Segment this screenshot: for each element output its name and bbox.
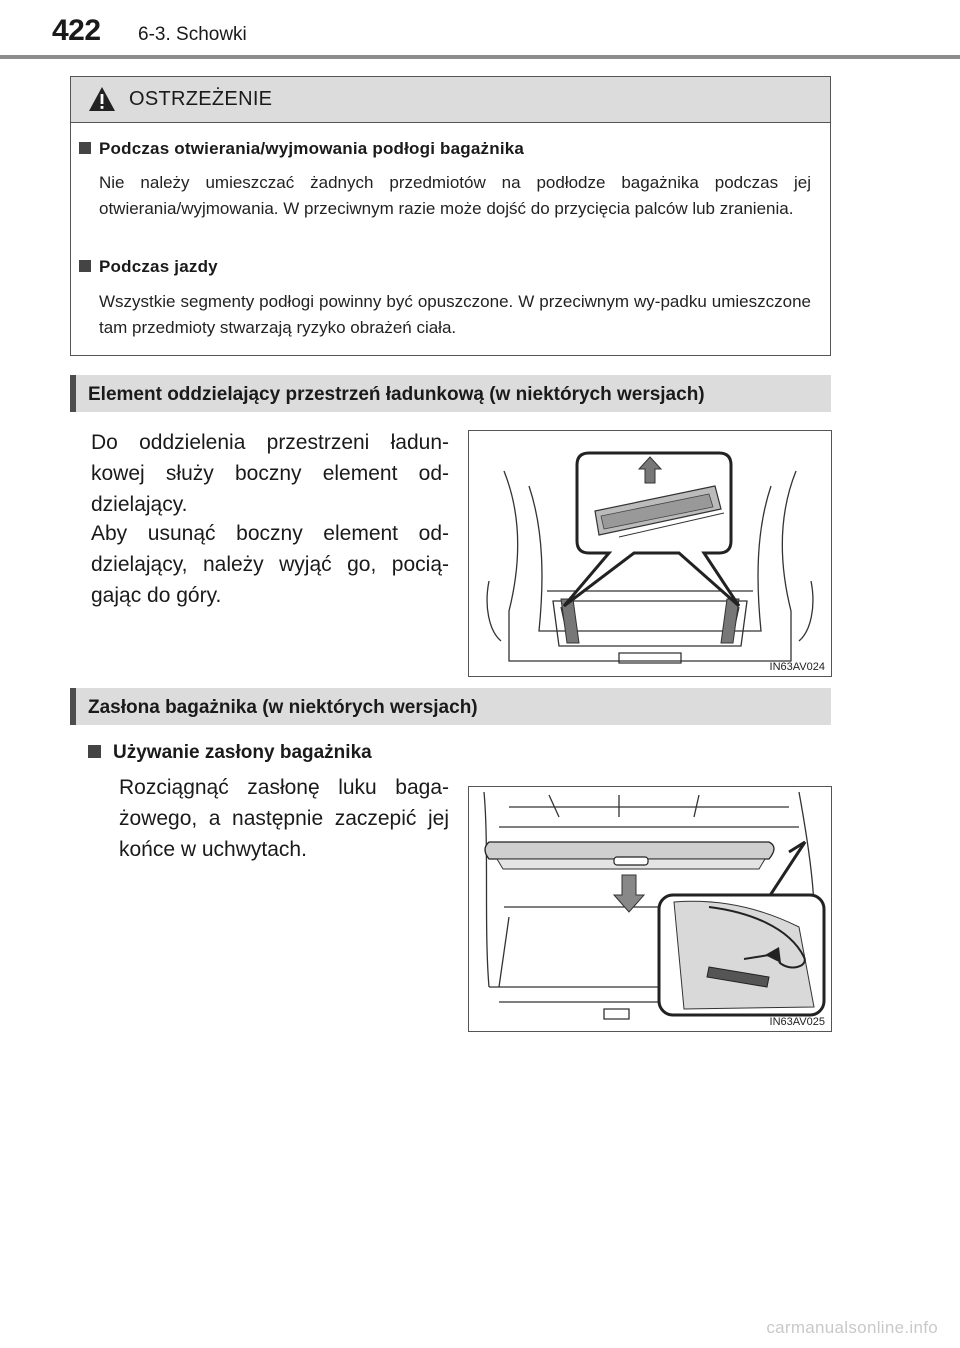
cargo-divider-illustration xyxy=(469,431,831,676)
warning-header xyxy=(71,77,830,123)
page-number: 422 xyxy=(52,14,101,47)
warning-box xyxy=(70,76,831,356)
bullet-square-icon xyxy=(79,260,91,272)
tonneau-cover-illustration xyxy=(469,787,831,1031)
section-band-cargo-divider xyxy=(70,375,831,412)
warning-title: OSTRZEŻENIE xyxy=(129,88,273,110)
warning-item-heading xyxy=(79,257,218,277)
body-paragraph: Do oddzielenia przestrzeni ładun-kowej służy boczny element od-dzielający. xyxy=(91,431,449,516)
warning-item-heading xyxy=(79,139,524,159)
figure-cargo-divider xyxy=(468,430,832,677)
warning-item-heading-text: Podczas otwierania/wyjmowania podłogi bagażnika xyxy=(99,139,525,158)
body-paragraph: Rozciągnąć zasłonę luku baga-żowego, a następnie zaczepić jej końce w uchwytach. xyxy=(119,776,449,861)
sub-heading xyxy=(88,742,372,764)
sub-heading-text: Używanie zasłony bagażnika xyxy=(113,742,372,763)
section-title: Zasłona bagażnika (w niektórych wersjach) xyxy=(88,697,478,718)
warning-item-heading-text: Podczas jazdy xyxy=(99,257,218,276)
warning-item-text: Wszystkie segmenty podłogi powinny być opuszczone. W przeciwnym wy-padku umieszczone tam przedmioty stwarzają ryzyko obrażeń ciała. xyxy=(99,292,811,337)
section-title: Element oddzielający przestrzeń ładunkową (w niektórych wersjach) xyxy=(88,384,705,405)
section-label: 6-3. Schowki xyxy=(138,24,247,45)
figure-code: IN63AV025 xyxy=(769,1016,825,1028)
section-band-tonneau-cover xyxy=(70,688,831,725)
footer-watermark: carmanualsonline.info xyxy=(766,1318,938,1337)
bullet-square-icon xyxy=(88,745,101,758)
bullet-square-icon xyxy=(79,142,91,154)
figure-code: IN63AV024 xyxy=(769,661,825,673)
header-rule xyxy=(0,55,960,59)
warning-item-text: Nie należy umieszczać żadnych przedmiotów na podłodze bagażnika podczas jej otwierania/wyjmowania. W przeciwnym razie może dojść do przycięcia palców lub zranienia. xyxy=(99,173,811,218)
warning-triangle-icon xyxy=(88,86,116,112)
body-paragraph: Aby usunąć boczny element od-dzielający, należy wyjąć go, pocią-gając do góry. xyxy=(91,522,449,607)
figure-tonneau-cover xyxy=(468,786,832,1032)
